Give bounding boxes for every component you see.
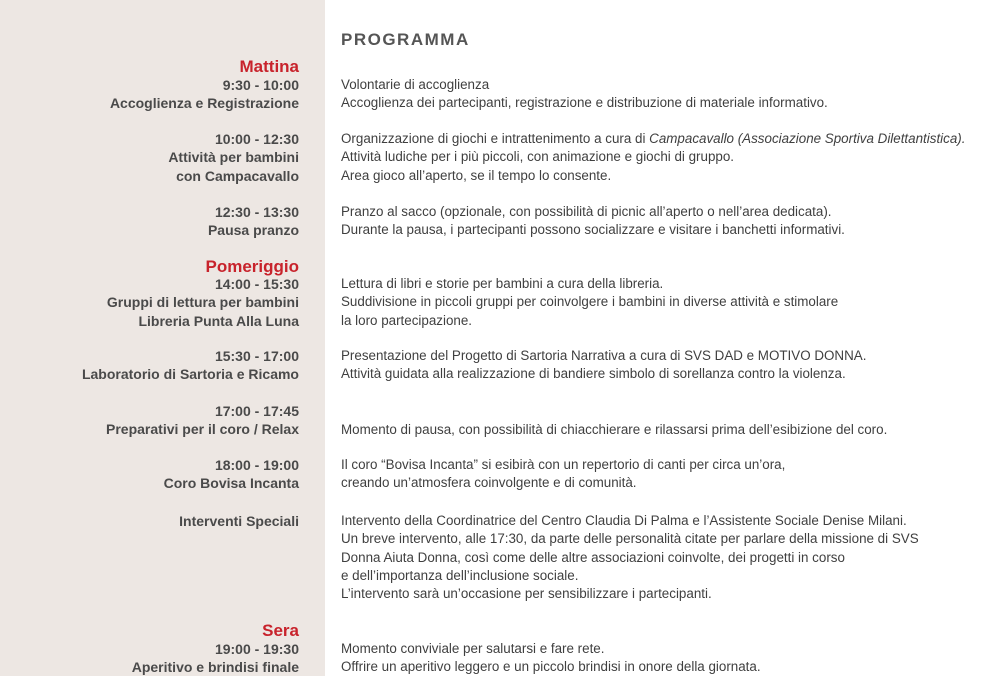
description-line: Momento di pausa, con possibilità di chiacchierare e rilassarsi prima dell’esibizione del coro. bbox=[341, 422, 888, 437]
description-line: Presentazione del Progetto di Sartoria Narrativa a cura di SVS DAD e MOTIVO DONNA. bbox=[341, 348, 867, 363]
entry-left bbox=[208, 203, 299, 240]
description-line: Area gioco all’aperto, se il tempo lo consente. bbox=[341, 167, 612, 183]
description-line: la loro partecipazione. bbox=[341, 312, 473, 328]
entry-left bbox=[179, 512, 299, 530]
description-line: Organizzazione di giochi e intrattenimento a cura di Campacavallo (Associazione Sportiva Dilettantistica). bbox=[341, 131, 966, 146]
entry-time: 14:00 - 15:30 bbox=[214, 276, 299, 292]
entry-title: Gruppi di lettura per bambini bbox=[106, 294, 299, 311]
section-title-pomeriggio: Pomeriggio bbox=[205, 257, 299, 276]
entry-time: 15:30 - 17:00 bbox=[214, 348, 299, 364]
entry-description bbox=[341, 512, 919, 603]
entry-description bbox=[341, 275, 838, 330]
description-line: Offrire un aperitivo leggero e un piccolo brindisi in onore della giornata. bbox=[341, 659, 761, 675]
entry-left bbox=[106, 402, 299, 439]
entry-title: Attività per bambini bbox=[168, 149, 299, 166]
entry-description bbox=[341, 347, 866, 384]
description-line: Accoglienza dei partecipanti, registrazione e distribuzione di materiale informativo. bbox=[341, 95, 828, 111]
entry-description bbox=[341, 203, 845, 240]
entry-description bbox=[341, 76, 828, 113]
section-title-mattina: Mattina bbox=[239, 57, 299, 76]
entry-time: 10:00 - 12:30 bbox=[214, 131, 299, 147]
entry-time: 17:00 - 17:45 bbox=[214, 403, 299, 419]
description-line: Attività ludiche per i più piccoli, con animazione e giochi di gruppo. bbox=[341, 149, 735, 165]
description-line: Suddivisione in piccoli gruppi per coinvolgere i bambini in diverse attività e stimolare bbox=[341, 294, 839, 310]
entry-time: 9:30 - 10:00 bbox=[222, 77, 299, 93]
entry-left bbox=[168, 130, 299, 185]
description-line: Volontarie di accoglienza bbox=[341, 77, 490, 92]
entry-left bbox=[164, 456, 299, 493]
entry-description bbox=[341, 640, 761, 677]
entry-title: Interventi Speciali bbox=[179, 513, 299, 529]
entry-title: Laboratorio di Sartoria e Ricamo bbox=[81, 366, 299, 383]
description-line: Il coro “Bovisa Incanta” si esibirà con un repertorio di canti per circa un’ora, bbox=[341, 457, 786, 472]
entry-title: Accoglienza e Registrazione bbox=[109, 95, 299, 112]
description-line: e dell’importanza dell’inclusione sociale. bbox=[341, 567, 579, 583]
description-line: L’intervento sarà un’occasione per sensibilizzare i partecipanti. bbox=[341, 586, 712, 602]
description-line: Attività guidata alla realizzazione di bandiere simbolo di sorellanza contro la violenza. bbox=[341, 366, 846, 382]
entry-description bbox=[341, 130, 965, 185]
description-line: Donna Aiuta Donna, così come delle altre associazioni coinvolte, dei progetti in corso bbox=[341, 549, 845, 565]
entry-time: 19:00 - 19:30 bbox=[214, 641, 299, 657]
entry-left bbox=[110, 76, 299, 113]
entry-left bbox=[82, 347, 299, 384]
entry-title: Libreria Punta Alla Luna bbox=[138, 312, 299, 329]
page-title: PROGRAMMA bbox=[341, 30, 470, 49]
section-title-sera: Sera bbox=[262, 621, 299, 640]
entry-description bbox=[341, 456, 785, 493]
entry-left bbox=[107, 275, 299, 330]
description-line: Intervento della Coordinatrice del Centro Claudia Di Palma e l’Assistente Sociale Denise Milani. bbox=[341, 513, 907, 528]
entry-time: 12:30 - 13:30 bbox=[214, 204, 299, 220]
entry-title: Aperitivo e brindisi finale bbox=[131, 659, 299, 676]
entry-title: Preparativi per il coro / Relax bbox=[106, 421, 299, 438]
entry-left bbox=[132, 640, 299, 677]
description-line: Pranzo al sacco (opzionale, con possibilità di picnic all’aperto o nell’area dedicata). bbox=[341, 204, 832, 219]
entry-description bbox=[341, 421, 887, 439]
description-line: Momento conviviale per salutarsi e fare rete. bbox=[341, 641, 605, 656]
entry-title: con Campacavallo bbox=[176, 167, 299, 184]
entry-time: 18:00 - 19:00 bbox=[214, 457, 299, 473]
description-line: Un breve intervento, alle 17:30, da parte delle personalità citate per parlare della missione di SVS bbox=[341, 531, 919, 547]
description-italic: Campacavallo (Associazione Sportiva Dilettantistica). bbox=[649, 131, 966, 146]
entry-title: Coro Bovisa Incanta bbox=[163, 475, 299, 492]
description-line: Durante la pausa, i partecipanti possono socializzare e visitare i banchetti informativi. bbox=[341, 222, 845, 238]
description-line: Lettura di libri e storie per bambini a cura della libreria. bbox=[341, 276, 664, 291]
description-line: creando un’atmosfera coinvolgente e di comunità. bbox=[341, 475, 637, 491]
entry-title: Pausa pranzo bbox=[207, 222, 299, 239]
